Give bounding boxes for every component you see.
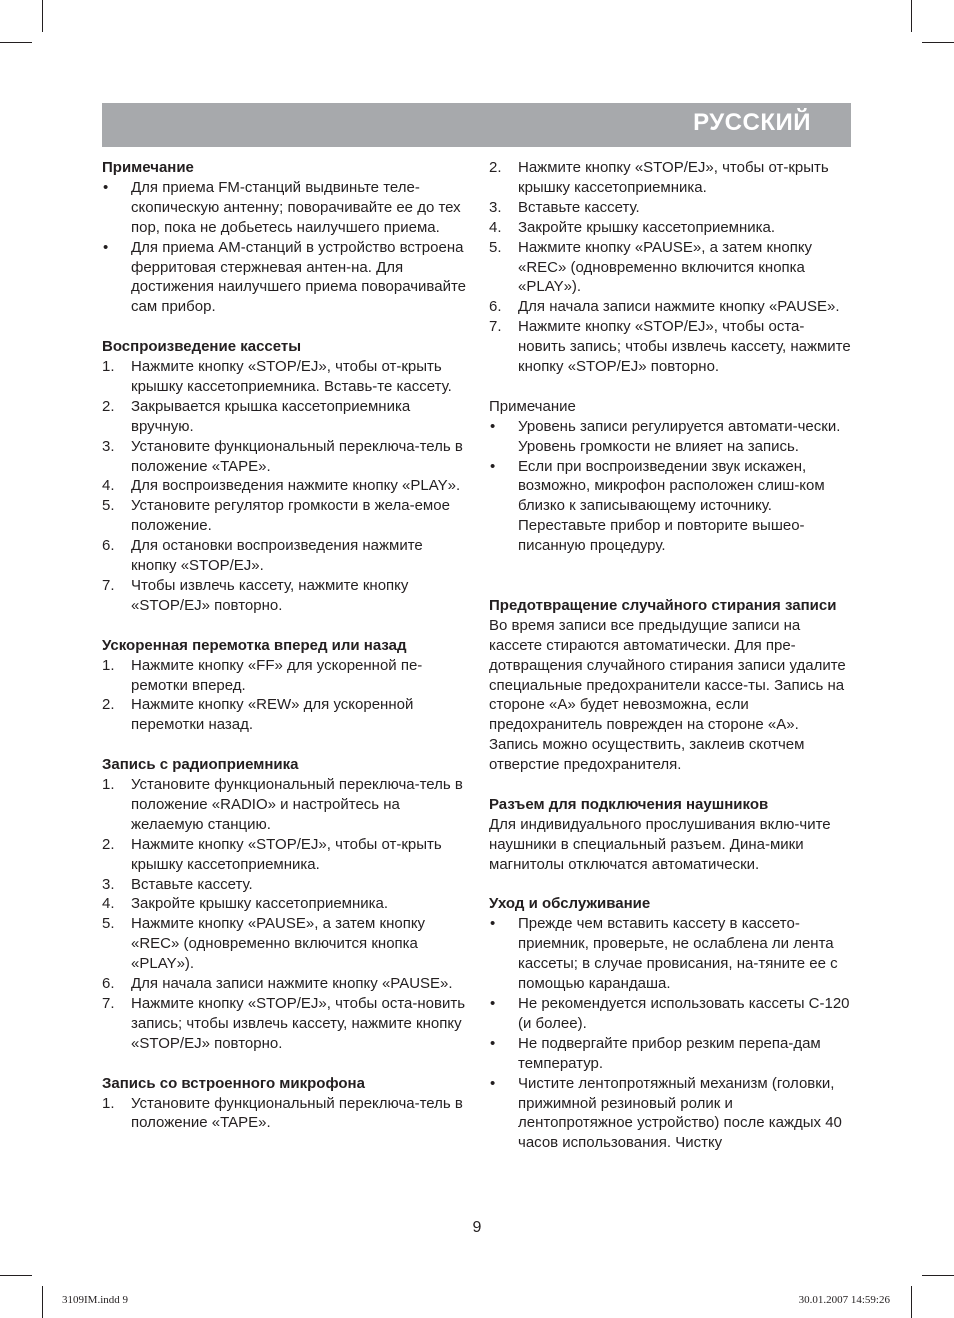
left-column [102,158,468,1133]
playback-section [102,337,468,616]
section-heading: Уход и обслуживание [489,895,651,913]
step-item: 5. Нажмите кнопку «PAUSE», а затем кнопку «REC» (одновременно включится кнопка «PLAY»). [102,915,426,973]
winding-section [102,636,468,736]
bullet-item: • Для приема FM-станций выдвиньте теле-скопическую антенну; поворачивайте ее до тех пор, пока не добьетесь наилучшего приема. [103,178,461,236]
section-heading: Запись со встроенного микрофона [102,1074,365,1092]
bullet-item: • Чистите лентопротяжный механизм (головки, прижимной резиновый ролик и лентопротяжное устройство) после каждых 40 часов использования. Чистку [490,1074,842,1152]
step-item: 3. Вставьте кассету. [489,198,640,216]
step-item: 3. Вставьте кассету. [102,875,253,893]
step-item: 6. Для остановки воспроизведения нажмите кнопку «STOP/EJ». [102,537,423,575]
step-item: 4. Закройте крышку кассетоприемника. [489,218,776,236]
headphones-section [489,795,851,875]
right-column [489,158,851,1153]
step-item: 1. Нажмите кнопку «STOP/EJ», чтобы от-крыть крышку кассетоприемника. Вставь-те кассету. [102,358,452,395]
crop-mark [922,1275,954,1276]
care-section [489,894,851,1153]
note-section [102,158,468,317]
footer-datetime: 30.01.2007 14:59:26 [798,1294,890,1306]
language-title: РУССКИЙ [693,109,811,136]
step-item: 4. Закройте крышку кассетоприемника. [102,895,389,913]
step-item: 2. Нажмите кнопку «STOP/EJ», чтобы от-крыть крышку кассетоприемника. [489,159,829,196]
step-item: 6. Для начала записи нажмите кнопку «PAUSE». [489,298,840,316]
bullet-item: • Для приема AM-станций в устройство встроена ферритовая стержневая антен-на. Для достижения наилучшего приема поворачивайте сам прибор. [103,238,467,316]
bullet-item: • Не подвергайте прибор резким перепа-дам температур. [490,1034,821,1072]
step-item: 1. Установите функциональный переключа-тель в положение «RADIO» и настройтесь на желаемую станцию. [102,776,463,833]
section-heading: Предотвращение случайного стирания записи [489,596,837,614]
crop-mark [0,42,32,43]
note2-section [489,397,851,556]
section-heading: Примечание [102,159,194,176]
footer-file: 3109IM.indd 9 [62,1294,128,1306]
bullet-item: • Прежде чем вставить кассету в кассето-приемник, проверьте, не ослаблена ли лента кассеты; в случае провисания, на-тяните ее с помощью карандаша. [490,915,838,993]
radio-record-section [102,755,468,1054]
language-header-bar [102,103,851,147]
step-item: 5. Нажмите кнопку «PAUSE», а затем кнопку «REC» (одновременно включится кнопка «PLAY»). [489,238,813,296]
crop-mark [42,0,43,32]
step-item: 2. Нажмите кнопку «STOP/EJ», чтобы от-крыть крышку кассетоприемника. [102,835,442,873]
step-item: 1. Установите функциональный переключа-тель в положение «TAPE». [102,1094,463,1132]
bullet-item: • Не рекомендуется использовать кассеты С-120 (и более). [490,995,850,1032]
section-heading: Примечание [489,397,576,415]
crop-mark [42,1286,43,1318]
section-heading: Ускоренная перемотка вперед или назад [102,636,407,654]
step-item: 4. Для воспроизведения нажмите кнопку «PLAY». [102,477,461,495]
erase-protect-section [489,596,851,775]
page-number: 9 [472,1219,482,1236]
crop-mark [0,1275,32,1276]
step-item: 2. Закрывается крышка кассетоприемника вручную. [102,397,411,435]
step-item: 7. Нажмите кнопку «STOP/EJ», чтобы оста-новить запись; чтобы извлечь кассету, нажмите кнопку «STOP/EJ» повторно. [102,995,466,1052]
mic-record-continued [489,158,851,377]
paragraph: Во время записи все предыдущие записи на кассете стираются автоматически. Для пре-дотвращения случайного стирания записи удалите специальные предохранители кассе-ты. Запись на стороне «А» будет невозможна, если предохранитель поврежден на стороне «А». Запись можно осуществить, заклеив скотчем отверстие предохранителя. [489,616,846,774]
step-item: 7. Нажмите кнопку «STOP/EJ», чтобы оста-новить запись; чтобы извлечь кассету, нажмите кнопку «STOP/EJ» повторно. [489,318,851,376]
bullet-item: • Уровень записи регулируется автомати-чески. Уровень громкости не влияет на запись. [490,417,841,455]
section-heading: Разъем для подключения наушников [489,795,769,813]
step-item: 7. Чтобы извлечь кассету, нажмите кнопку «STOP/EJ» повторно. [102,577,409,614]
step-item: 6. Для начала записи нажмите кнопку «PAUSE». [102,975,453,993]
step-item: 2. Нажмите кнопку «REW» для ускоренной перемотки назад. [102,696,414,734]
crop-mark [922,42,954,43]
section-heading: Воспроизведение кассеты [102,338,302,356]
section-heading: Запись с радиоприемника [102,756,299,774]
mic-record-section [102,1074,468,1134]
step-item: 1. Нажмите кнопку «FF» для ускоренной пе-ремотки вперед. [102,656,423,694]
crop-mark [911,0,912,32]
crop-mark [911,1286,912,1318]
paragraph: Для индивидуального прослушивания вклю-чите наушники в специальный разъем. Дина-мики магнитолы отключатся автоматически. [489,815,831,873]
step-item: 3. Установите функциональный переключа-тель в положение «TAPE». [102,437,463,475]
step-item: 5. Установите регулятор громкости в жела-емое положение. [102,497,450,535]
bullet-item: • Если при воспроизведении звук искажен, возможно, микрофон расположен слиш-ком близко к записывающему источнику. Переставьте прибор и повторите вышео-писанную процедуру. [490,457,825,555]
